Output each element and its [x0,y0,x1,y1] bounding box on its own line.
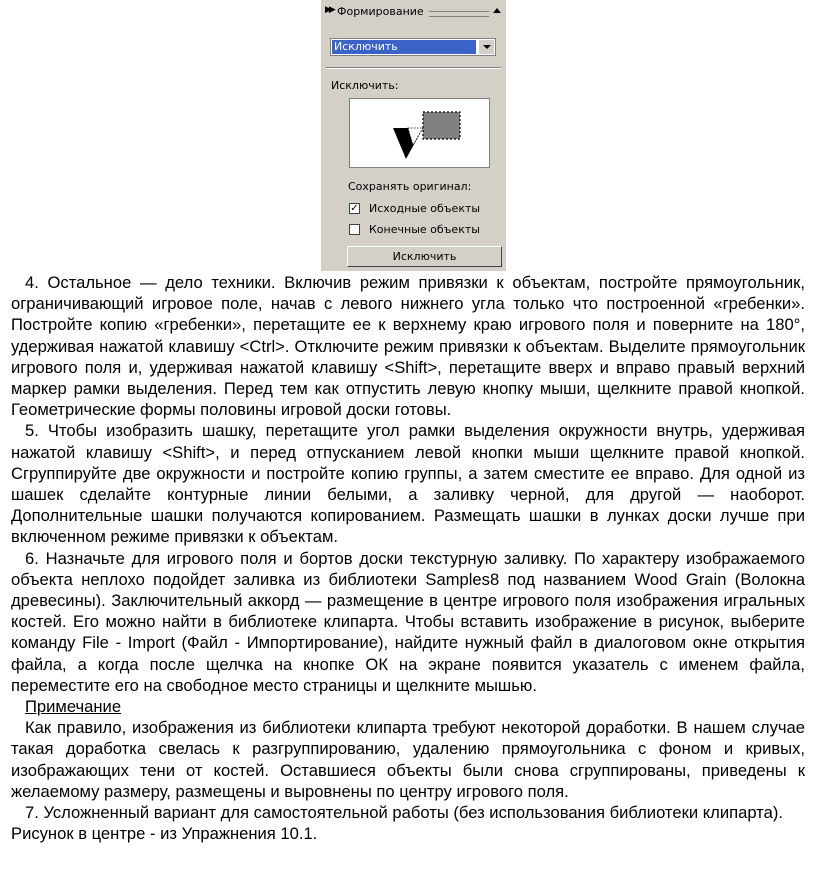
trim-preview-icon [350,99,491,169]
docker-title: Формирование [337,5,424,18]
shaping-mode-select[interactable] [330,38,496,56]
trim-apply-button[interactable]: Исключить [347,246,502,267]
checkmark-icon[interactable]: ✓ [350,203,359,214]
paragraph-step-6: 6. Назначьте для игрового поля и бортов доски текстурную заливку. По характеру изображаемого объекта неплохо подойдет заливка из библиотеки Samples8 под названием Wood Grain (Волокна древесины). Заключительный аккорд — размещение в центре игрового поля изображения игральных костей. Его можно найти в библиотеке клипарта. Чтобы вставить изображение в рисунок, выберите команду File - Import (Файл - Импортирование), найдите нужный файл в диалоговом окне открытия файла, а когда после щелчка на кнопке ОК на экране появится указатель с именем файла, переместите его на свободное место страницы и щелкните мышью. [11,548,805,695]
document-body [11,272,805,844]
double-chevron-right-icon[interactable]: ▶▶ [325,5,333,15]
checkbox-target-objects-label: Конечные объекты [369,223,480,236]
note-paragraph: Как правило, изображения из библиотеки клипарта требуют некоторой доработки. В нашем случае такая доработка свелась к разгруппированию, удалению прямоугольника с фоном и кривых, изображающих тени от костей. Оставшиеся объекты были снова сгруппированы, приведены к желаемому размеру, размещены и выровнены по центру игрового поля. [11,718,805,801]
panel-divider [326,67,501,69]
shaping-docker-panel [321,0,506,271]
trim-section-label: Исключить: [331,79,399,92]
paragraph-step-7: 7. Усложненный вариант для самостоятельной работы (без использования библиотеки клипарта). Рисунок в центре - из Упражнения 10.1. [11,803,783,844]
keep-original-label: Сохранять оригинал: [348,180,472,193]
note-heading: Примечание [25,697,122,717]
paragraph-step-4: 4. Остальное — дело техники. Включив режим привязки к объектам, постройте прямоугольник, ограничивающий игровое поле, начав с левого нижнего угла только что построенной «гребенки». Постройте копию «гребенки», перетащите ее к верхнему краю игрового поля и поверните на 180°, удерживая нажатой клавишу <Ctrl>. Отключите режим привязки к объектам. Выделите прямоугольник игрового поля и, удерживая нажатой клавишу <Shift>, перетащите вверх и вправо правый верхний маркер рамки выделения. Перед тем как отпустить левую кнопку мыши, щелкните правой кнопкой. Геометрические формы половины игровой доски готовы. [11,273,805,420]
docker-grip[interactable] [429,11,489,17]
trim-preview-box [349,98,490,168]
dropdown-arrow-icon[interactable] [478,40,494,54]
checkbox-empty[interactable] [349,224,360,235]
shaping-mode-value: Исключить [332,40,476,54]
checkbox-source-objects-label: Исходные объекты [369,202,481,215]
collapse-arrow-icon[interactable] [493,8,501,13]
docker-header [321,3,506,21]
paragraph-step-5: 5. Чтобы изобразить шашку, перетащите угол рамки выделения окружности внутрь, удерживая нажатой клавишу <Shift>, и перед отпусканием левой кнопки мыши щелкните правой кнопкой. Сгруппируйте две окружности и постройте копию группы, а затем сместите ее вправо. Для одной из шашек сделайте контурные линии белыми, а заливку черной, для другой — наоборот. Дополнительные шашки получаются копированием. Размещать шашки в лунках доски лучше при включенном режиме привязки к объектам. [11,421,805,547]
